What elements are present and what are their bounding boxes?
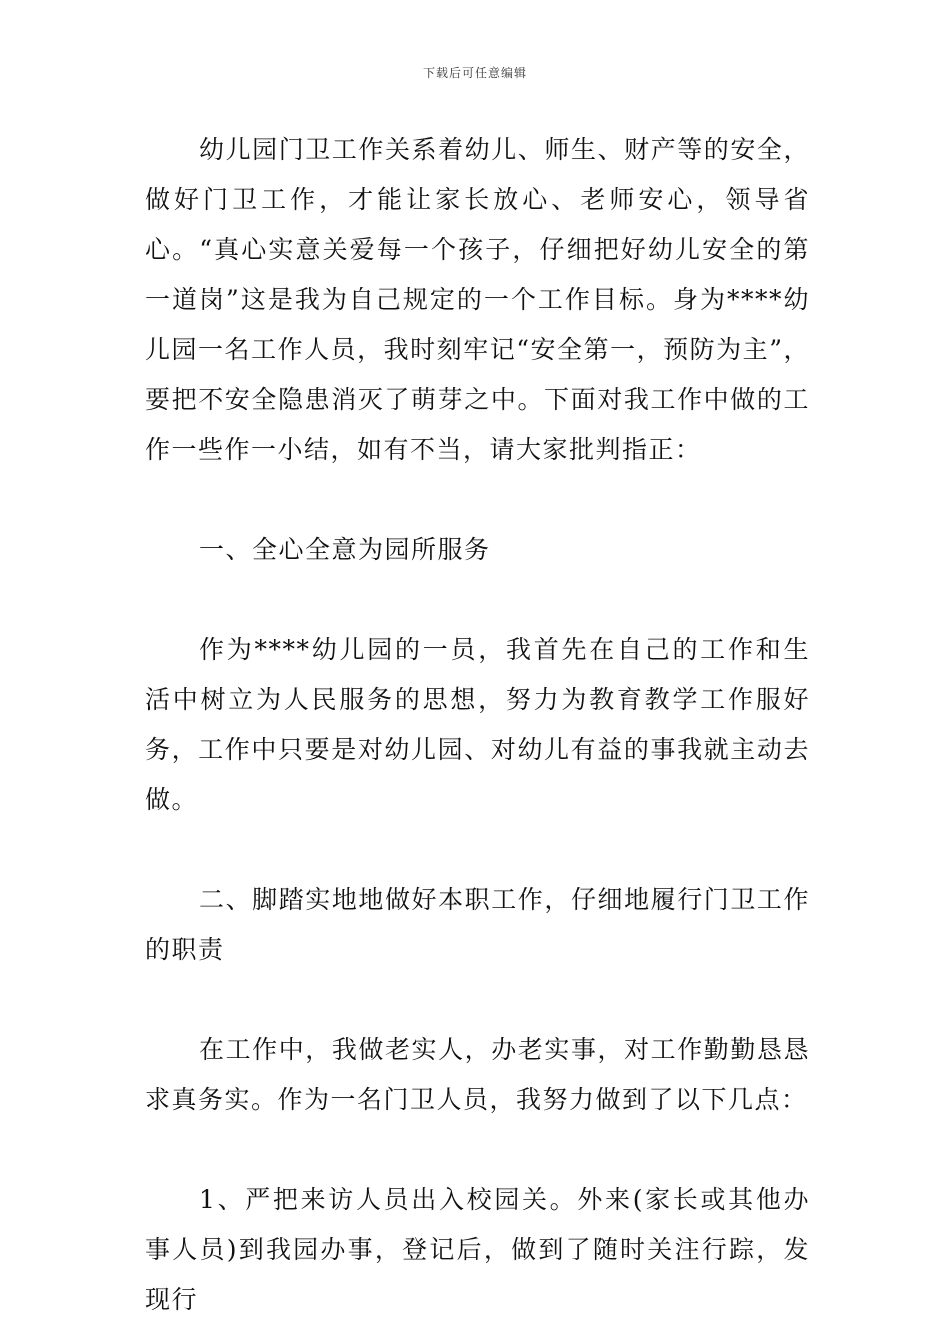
section-heading-2: 二、脚踏实地地做好本职工作，仔细地履行门卫工作的职责 — [145, 885, 810, 964]
paragraph-gap — [145, 575, 810, 625]
document-body — [145, 125, 810, 1325]
paragraph-gap — [145, 975, 810, 1025]
list-item-1: 1、严把来访人员出入校园关。外来(家长或其他办事人员)到我园办事，登记后，做到了随时关注行踪，发现行 — [145, 1185, 810, 1314]
section-heading-1: 一、全心全意为园所服务 — [199, 535, 491, 564]
intro-paragraph: 幼儿园门卫工作关系着幼儿、师生、财产等的安全，做好门卫工作，才能让家长放心、老师安心，领导省心。“真心实意关爱每一个孩子，仔细把好幼儿安全的第一道岗”这是我为自己规定的一个工作目标。身为****幼儿园一名工作人员，我时刻牢记“安全第一，预防为主”，要把不安全隐患消灭了萌芽之中。下面对我工作中做的工作一些作一小结，如有不当，请大家批判指正： — [145, 135, 810, 464]
paragraph-gap — [145, 825, 810, 875]
section-1-paragraph: 作为****幼儿园的一员，我首先在自己的工作和生活中树立为人民服务的思想，努力为教育教学工作服好务，工作中只要是对幼儿园、对幼儿有益的事我就主动去做。 — [145, 635, 810, 814]
section-2-paragraph: 在工作中，我做老实人，办老实事，对工作勤勤恳恳求真务实。作为一名门卫人员，我努力做到了以下几点： — [145, 1035, 810, 1114]
header-note: 下载后可任意编辑 — [422, 66, 527, 80]
paragraph-gap — [145, 475, 810, 525]
paragraph-gap — [145, 1125, 810, 1175]
